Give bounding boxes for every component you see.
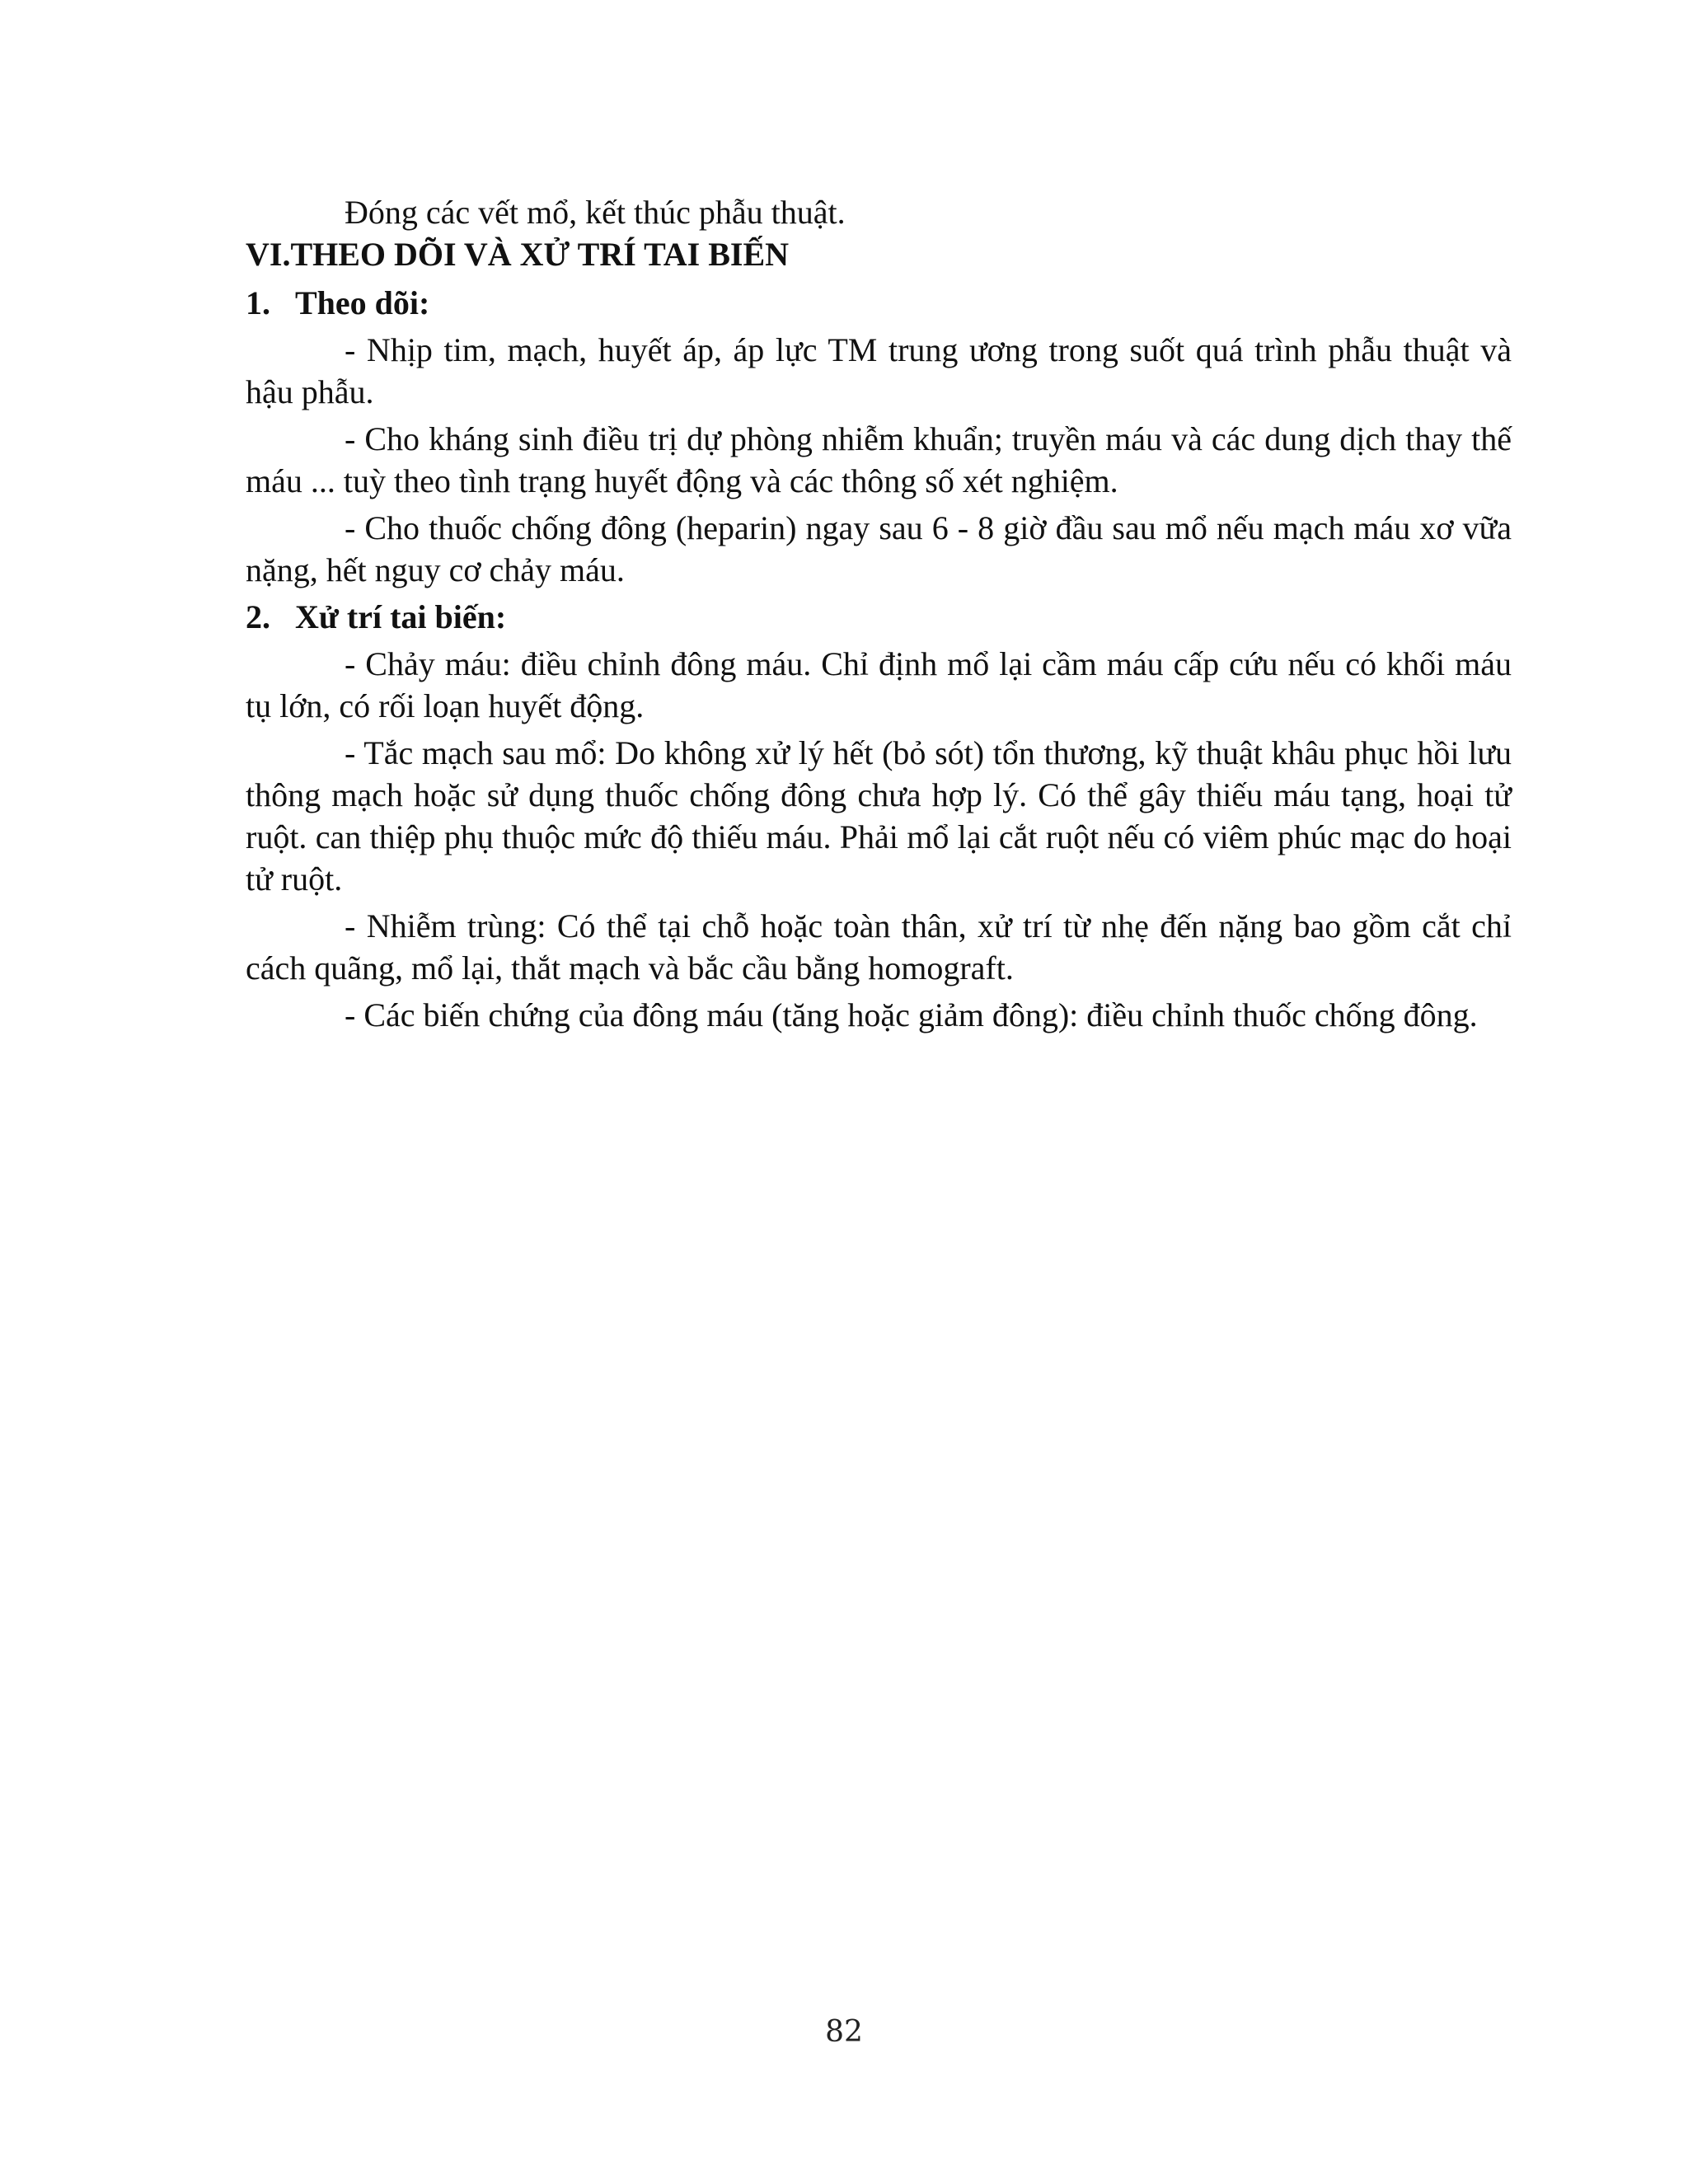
subsection-number: 2.	[246, 598, 270, 635]
complication-paragraph-thrombosis: - Tắc mạch sau mổ: Do không xử lý hết (bỏ sót) tổn thương, kỹ thuật khâu phục hồi lưu thông mạch hoặc sử dụng thuốc chống đông chưa hợp lý. Có thể gây thiếu máu tạng, hoại tử ruột. can thiệp phụ thuộc mức độ thiếu máu. Phải mổ lại cắt ruột nếu có viêm phúc mạc do hoại tử ruột.	[246, 734, 1512, 898]
subsection-heading-monitoring	[246, 282, 1512, 324]
complication-paragraph-bleeding: - Chảy máu: điều chỉnh đông máu. Chỉ định mổ lại cầm máu cấp cứu nếu có khối máu tụ lớn, có rối loạn huyết động.	[246, 645, 1512, 724]
intro-line: Đóng các vết mổ, kết thúc phẫu thuật.	[345, 194, 846, 231]
monitoring-paragraph-antibiotics: - Cho kháng sinh điều trị dự phòng nhiễm khuẩn; truyền máu và các dung dịch thay thế máu ... tuỳ theo tình trạng huyết động và các thông số xét nghiệm.	[246, 420, 1512, 499]
monitoring-paragraph-vitals: - Nhịp tim, mạch, huyết áp, áp lực TM trung ương trong suốt quá trình phẫu thuật và hậu phẫu.	[246, 331, 1512, 410]
subsection-title: Xử trí tai biến:	[295, 598, 507, 635]
subsection-heading-complications	[246, 596, 1512, 638]
page-number: 82	[825, 2015, 863, 2049]
subsection-title: Theo dõi:	[295, 284, 430, 321]
complication-paragraph-coagulation: - Các biến chứng của đông máu (tăng hoặc giảm đông): điều chỉnh thuốc chống đông.	[345, 996, 1478, 1033]
monitoring-paragraph-anticoagulant: - Cho thuốc chống đông (heparin) ngay sau 6 - 8 giờ đầu sau mổ nếu mạch máu xơ vữa nặng, hết nguy cơ chảy máu.	[246, 509, 1512, 588]
section-heading: VI.THEO DÕI VÀ XỬ TRÍ TAI BIẾN	[246, 236, 790, 273]
subsection-number: 1.	[246, 284, 270, 321]
complication-paragraph-infection: - Nhiễm trùng: Có thể tại chỗ hoặc toàn thân, xử trí từ nhẹ đến nặng bao gồm cắt chỉ cách quãng, mổ lại, thắt mạch và bắc cầu bằng homograft.	[246, 907, 1512, 987]
page-content	[246, 191, 1512, 1041]
